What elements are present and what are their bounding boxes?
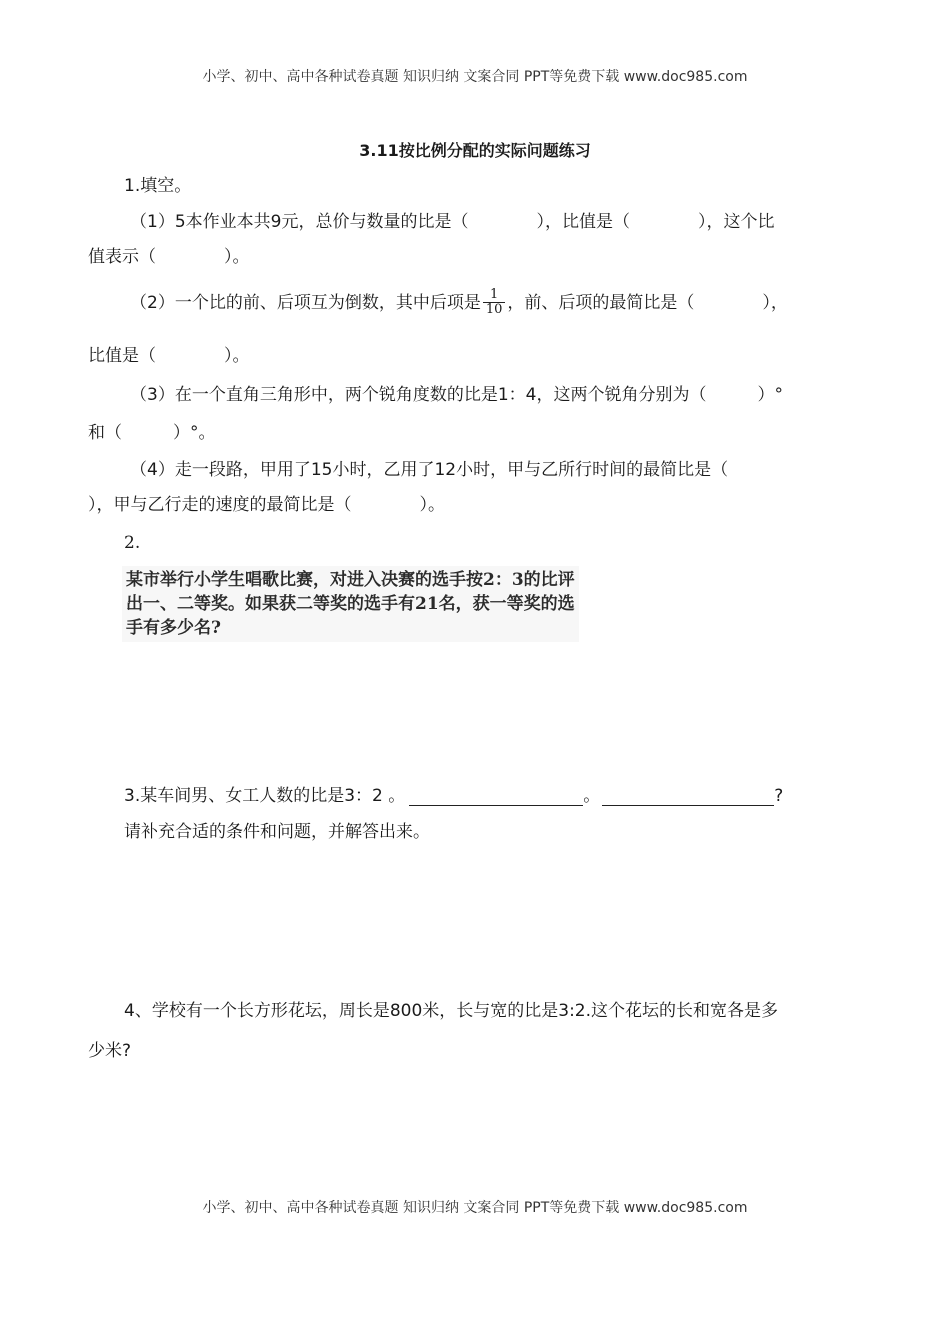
- q3-text-a: 3.某车间男、女工人数的比是3：2 。: [124, 786, 406, 806]
- q1-item4-line2: ），甲与乙行走的速度的最简比是（ ）。: [88, 495, 445, 515]
- q2-problem-image: [122, 566, 579, 642]
- q2-number: 2.: [124, 533, 141, 553]
- q1-item2-text-a: （2）一个比的前、后项互为倒数，其中后项是: [130, 292, 481, 313]
- fraction: [483, 288, 506, 317]
- q3-text-c: ?: [774, 786, 784, 806]
- q1-item1-line2: 值表示（ ）。: [88, 247, 250, 267]
- q2-line: 出一、二等奖。如果获二等奖的选手有21名，获一等奖的选: [126, 594, 575, 614]
- q1-item2-text-b: ，前、后项的最简比是（ ），: [507, 292, 788, 313]
- q1-item2-line2: 比值是（ ）。: [88, 346, 250, 366]
- q3-line1: [124, 786, 783, 806]
- q3-line2: 请补充合适的条件和问题，并解答出来。: [124, 822, 430, 842]
- q3-text-b: 。: [583, 786, 601, 806]
- q4-line2: 少米?: [88, 1041, 132, 1061]
- q1-item3-line2: 和（ ）°。: [88, 423, 216, 443]
- q2-line: 手有多少名?: [126, 618, 221, 638]
- q1-heading: 1.填空。: [124, 176, 192, 196]
- fraction-denominator: 10: [483, 302, 506, 317]
- q3-blank-question[interactable]: [602, 787, 774, 806]
- q1-item1-line1: （1）5本作业本共9元，总价与数量的比是（ ），比值是（ ），这个比: [130, 212, 775, 232]
- q1-item4-line1: （4）走一段路，甲用了15小时，乙用了12小时，甲与乙所行时间的最简比是（: [130, 460, 729, 480]
- page-footer: 小学、初中、高中各种试卷真题 知识归纳 文案合同 PPT等免费下载 www.doc985.com: [202, 1200, 748, 1216]
- page-header: 小学、初中、高中各种试卷真题 知识归纳 文案合同 PPT等免费下载 www.doc985.com: [202, 69, 748, 85]
- page-title: 3.11按比例分配的实际问题练习: [359, 141, 591, 160]
- q4-line1: 4、学校有一个长方形花坛，周长是800米，长与宽的比是3:2.这个花坛的长和宽各是多: [124, 1001, 779, 1021]
- q1-item2-line1: [130, 288, 788, 317]
- q1-item3-line1: （3）在一个直角三角形中，两个锐角度数的比是1：4，这两个锐角分别为（ ）°: [130, 385, 783, 405]
- q2-line: 某市举行小学生唱歌比赛，对进入决赛的选手按2：3的比评: [126, 570, 575, 590]
- q3-blank-condition[interactable]: [409, 787, 583, 806]
- fraction-numerator: 1: [489, 287, 499, 302]
